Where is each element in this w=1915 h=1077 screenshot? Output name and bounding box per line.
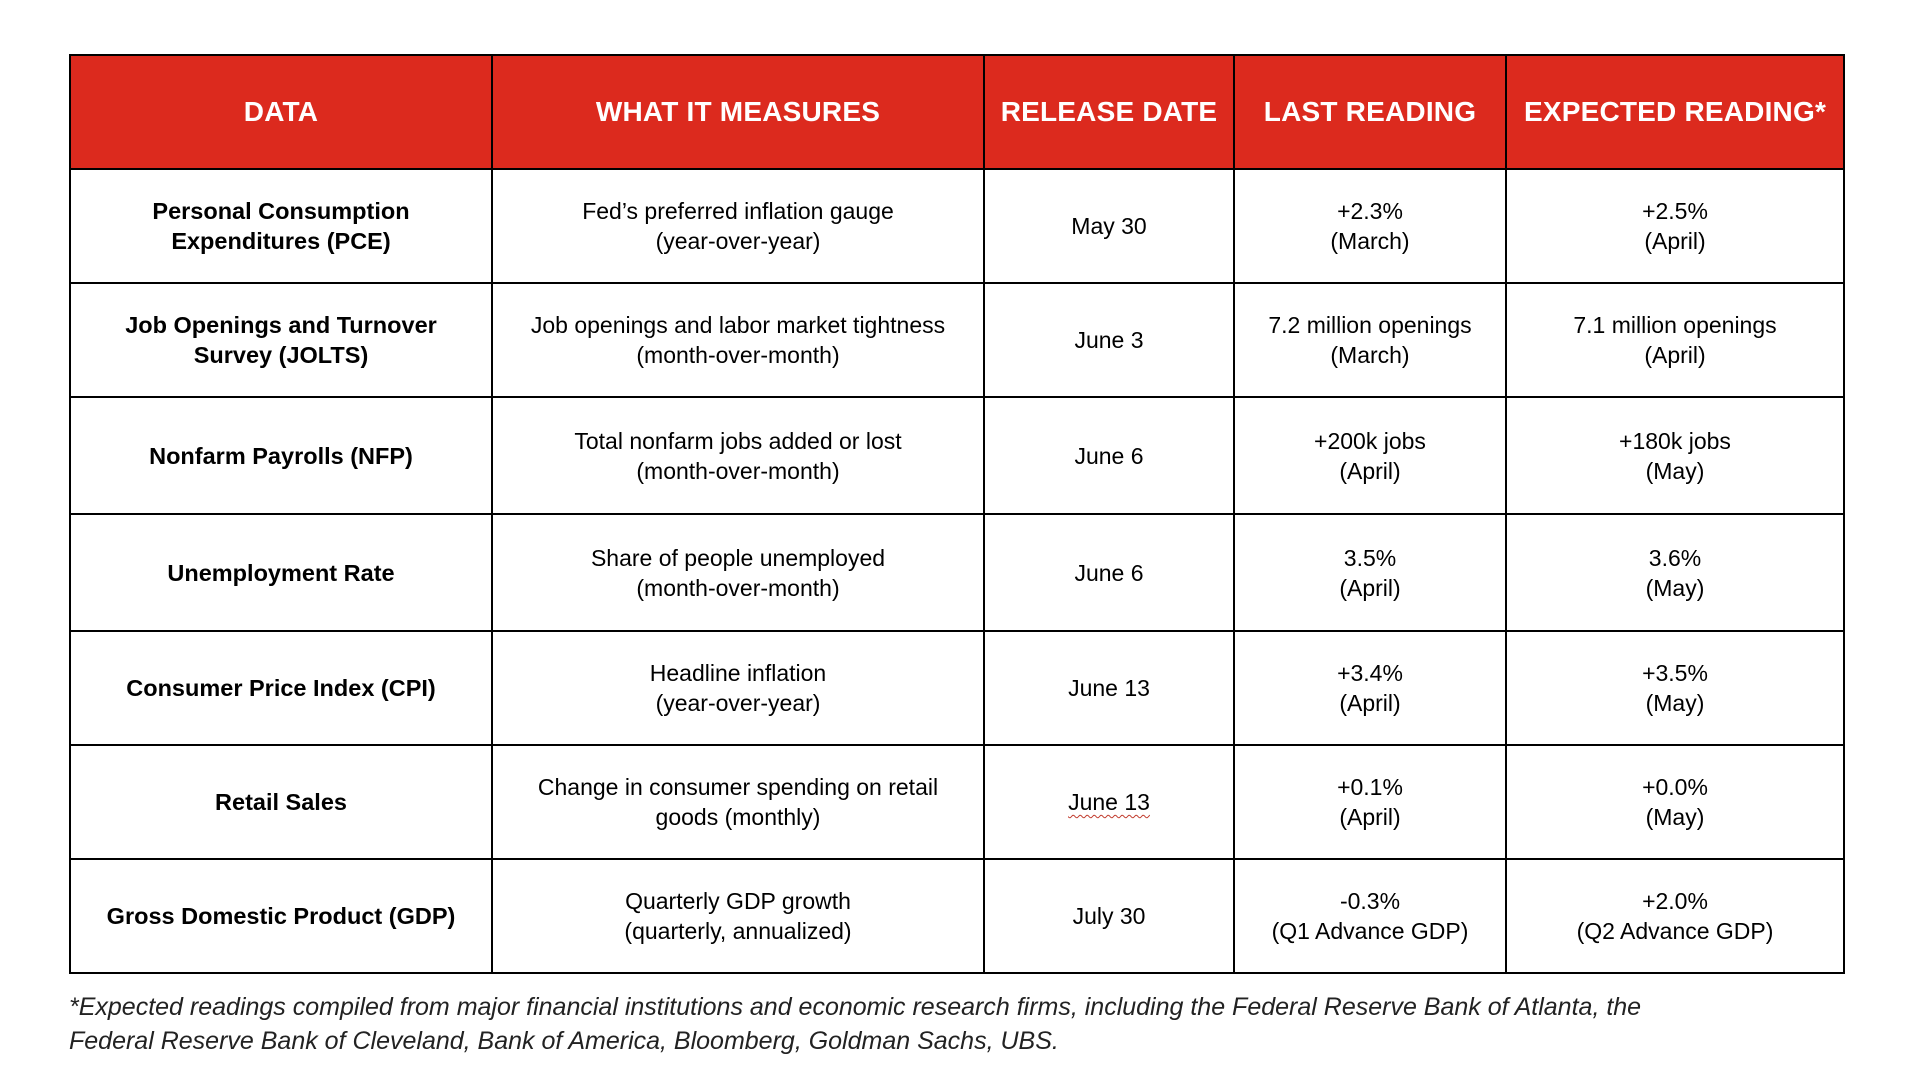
table-row (70, 859, 1844, 973)
cell-expected-reading (1506, 397, 1844, 514)
expected-reading-period: (April) (1644, 228, 1706, 254)
expected-reading-value: +180k jobs (1619, 427, 1731, 454)
expected-reading-period: (May) (1645, 574, 1705, 601)
cell-last-reading (1234, 631, 1506, 745)
cell-measures (492, 631, 984, 745)
cell-expected-reading (1506, 859, 1844, 973)
footnote (69, 990, 1869, 1058)
cell-measures (492, 514, 984, 631)
measures-line: (month-over-month) (636, 342, 840, 368)
release-date-spellcheck: June 13 (1068, 789, 1150, 815)
cell-measures (492, 397, 984, 514)
cell-release-date: June 3 (984, 283, 1234, 397)
cell-measures (492, 169, 984, 283)
cell-last-reading (1234, 283, 1506, 397)
expected-reading-value: +2.0% (1642, 888, 1708, 914)
cell-last-reading (1234, 514, 1506, 631)
economic-data-table (69, 54, 1845, 974)
last-reading-value: +200k jobs (1314, 427, 1426, 454)
cell-last-reading (1234, 397, 1506, 514)
expected-reading-value: 7.1 million openings (1573, 312, 1777, 338)
data-name-line: Job Openings and Turnover (125, 312, 437, 338)
last-reading-period: (April) (1339, 574, 1401, 601)
table-row (70, 745, 1844, 859)
data-name-line: Unemployment Rate (167, 559, 395, 586)
header-expected-reading: EXPECTED READING* (1506, 55, 1844, 169)
footnote-line: Federal Reserve Bank of Cleveland, Bank of America, Bloomberg, Goldman Sachs, UBS. (69, 1027, 1059, 1055)
cell-data (70, 859, 492, 973)
expected-reading-period: (May) (1645, 804, 1705, 830)
last-reading-value: +0.1% (1337, 774, 1403, 800)
last-reading-period: (April) (1339, 690, 1401, 716)
expected-reading-value: 3.6% (1648, 544, 1702, 571)
table-row (70, 514, 1844, 631)
measures-line: Quarterly GDP growth (625, 888, 851, 914)
measures-line: Fed’s preferred inflation gauge (582, 198, 894, 224)
last-reading-period: (April) (1339, 457, 1401, 484)
expected-reading-value: +2.5% (1642, 198, 1708, 224)
header-last-reading: LAST READING (1234, 55, 1506, 169)
cell-expected-reading (1506, 283, 1844, 397)
cell-expected-reading (1506, 745, 1844, 859)
cell-release-date: May 30 (984, 169, 1234, 283)
expected-reading-period: (Q2 Advance GDP) (1576, 918, 1774, 944)
table-header (70, 55, 1844, 169)
measures-line: (month-over-month) (636, 457, 840, 484)
cell-measures (492, 859, 984, 973)
cell-release-date: July 30 (984, 859, 1234, 973)
cell-expected-reading (1506, 514, 1844, 631)
measures-line: goods (monthly) (655, 804, 821, 830)
header-row (70, 55, 1844, 169)
data-name-line: Retail Sales (215, 789, 347, 815)
measures-line: Share of people unemployed (590, 544, 886, 571)
last-reading-value: +2.3% (1337, 198, 1403, 224)
cell-data (70, 631, 492, 745)
last-reading-value: 7.2 million openings (1268, 312, 1472, 338)
measures-line: Change in consumer spending on retail (537, 774, 939, 800)
header-data: DATA (70, 55, 492, 169)
last-reading-period: (Q1 Advance GDP) (1271, 918, 1469, 944)
cell-last-reading (1234, 745, 1506, 859)
cell-release-date: June 6 (984, 514, 1234, 631)
cell-last-reading (1234, 859, 1506, 973)
cell-data (70, 169, 492, 283)
last-reading-value: -0.3% (1339, 888, 1401, 914)
last-reading-value: +3.4% (1337, 660, 1403, 686)
table-body (70, 169, 1844, 973)
expected-reading-period: (May) (1645, 690, 1705, 716)
cell-last-reading (1234, 169, 1506, 283)
measures-line: Total nonfarm jobs added or lost (574, 427, 902, 454)
data-name-line: Consumer Price Index (CPI) (126, 675, 436, 701)
cell-data (70, 283, 492, 397)
expected-reading-value: +0.0% (1642, 774, 1708, 800)
table-row (70, 283, 1844, 397)
measures-line: Headline inflation (649, 660, 827, 686)
data-name-line: Nonfarm Payrolls (NFP) (149, 442, 413, 469)
cell-release-date (984, 745, 1234, 859)
last-reading-value: 3.5% (1343, 544, 1397, 571)
cell-measures (492, 745, 984, 859)
cell-expected-reading (1506, 631, 1844, 745)
last-reading-period: (April) (1339, 804, 1401, 830)
expected-reading-value: +3.5% (1642, 660, 1708, 686)
last-reading-period: (March) (1330, 228, 1410, 254)
measures-line: (month-over-month) (636, 574, 840, 601)
cell-data (70, 514, 492, 631)
data-name-line: Gross Domestic Product (GDP) (106, 903, 456, 929)
header-what-it-measures: WHAT IT MEASURES (492, 55, 984, 169)
cell-release-date: June 13 (984, 631, 1234, 745)
cell-data (70, 397, 492, 514)
measures-line: (quarterly, annualized) (624, 918, 852, 944)
cell-data (70, 745, 492, 859)
measures-line: (year-over-year) (655, 228, 821, 254)
table-row (70, 631, 1844, 745)
measures-line: (year-over-year) (655, 690, 821, 716)
data-name-line: Personal Consumption (152, 198, 410, 224)
measures-line: Job openings and labor market tightness (530, 312, 946, 338)
cell-measures (492, 283, 984, 397)
data-name-line: Survey (JOLTS) (193, 342, 369, 368)
expected-reading-period: (May) (1645, 457, 1705, 484)
data-name-line: Expenditures (PCE) (171, 228, 391, 254)
footnote-line: *Expected readings compiled from major financial institutions and economic research firms, including the Federal Reserve Bank of Atlanta, the (69, 993, 1642, 1021)
header-release-date: RELEASE DATE (984, 55, 1234, 169)
economic-data-table-container (69, 54, 1843, 974)
last-reading-period: (March) (1330, 342, 1410, 368)
expected-reading-period: (April) (1644, 342, 1706, 368)
table-row (70, 169, 1844, 283)
cell-expected-reading (1506, 169, 1844, 283)
table-row (70, 397, 1844, 514)
cell-release-date: June 6 (984, 397, 1234, 514)
